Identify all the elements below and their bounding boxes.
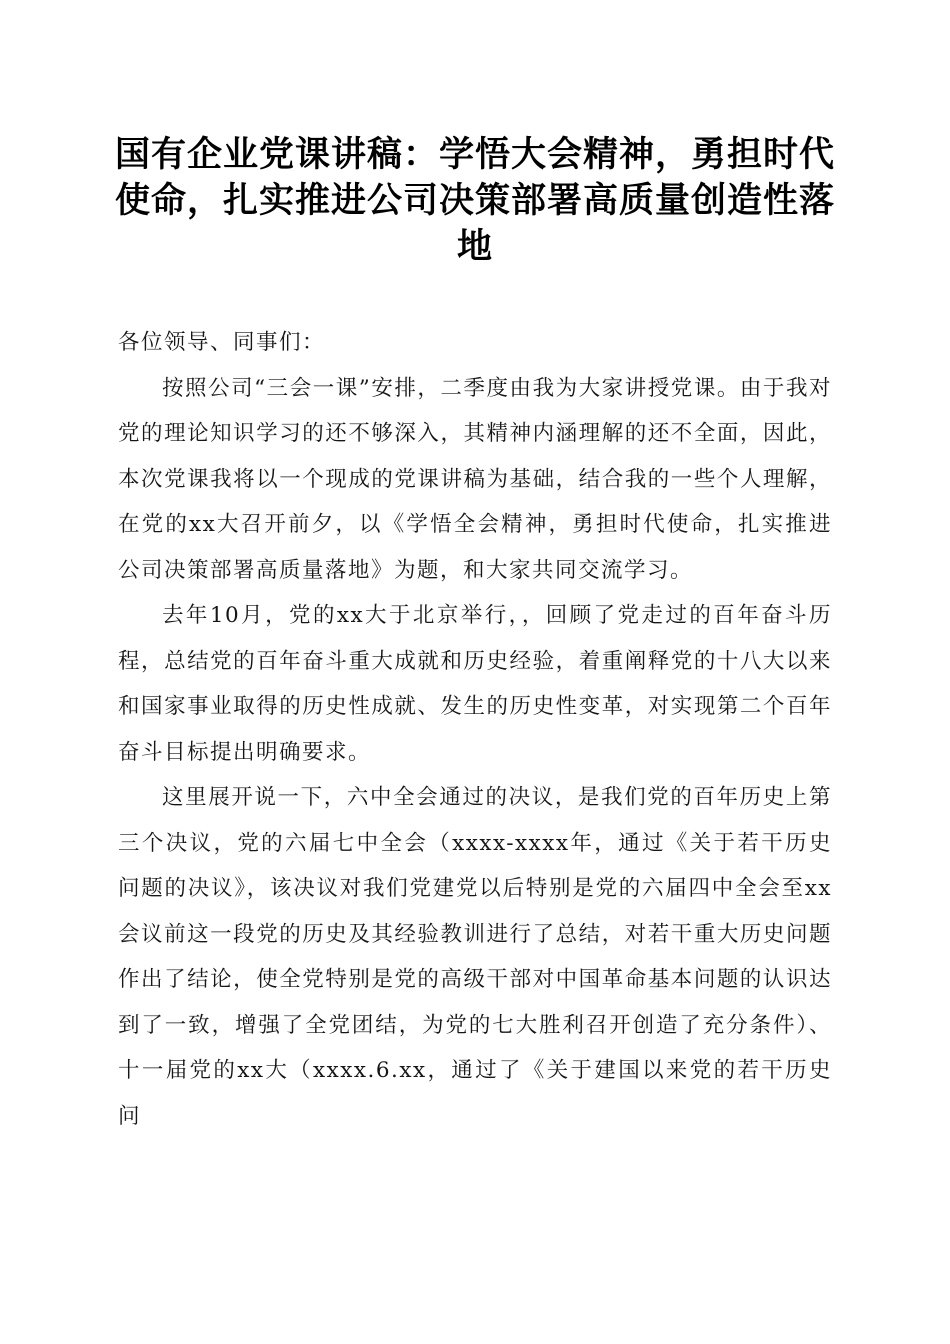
salutation: 各位领导、同事们： [118, 330, 326, 355]
paragraph-1: 按照公司“三会一课”安排，二季度由我为大家讲授党课。由于我对党的理论知识学习的还不够深入，其精神内涵理解的还不全面，因此，本次党课我将以一个现成的党课讲稿为基础，结合我的一些个人理解，在党的xx大召开前夕，以《学悟全会精神，勇担时代使命，扎实推进公司决策部署高质量落地》为题，和大家共同交流学习。 [118, 375, 832, 583]
document-body [118, 320, 832, 1139]
document-title: 国有企业党课讲稿：学悟大会精神，勇担时代使命，扎实推进公司决策部署高质量创造性落地 [114, 134, 835, 267]
paragraph-2: 去年10月，党的xx大于北京举行，，回顾了党走过的百年奋斗历程，总结党的百年奋斗重大成就和历史经验，着重阐释党的十八大以来和国家事业取得的历史性成就、发生的历史性变革，对实现第二个百年奋斗目标提出明确要求。 [118, 603, 832, 765]
paragraph-3: 这里展开说一下，六中全会通过的决议，是我们党的百年历史上第三个决议，党的六届七中全会（xxxx-xxxx年，通过《关于若干历史问题的决议》，该决议对我们党建党以后特别是党的六届四中全会至xx会议前这一段党的历史及其经验教训进行了总结，对若干重大历史问题作出了结论，使全党特别是党的高级干部对中国革命基本问题的认识达到了一致，增强了全党团结，为党的七大胜利召开创造了充分条件）、十一届党的xx大（xxxx.6.xx，通过了《关于建国以来党的若干历史问 [118, 785, 832, 1129]
